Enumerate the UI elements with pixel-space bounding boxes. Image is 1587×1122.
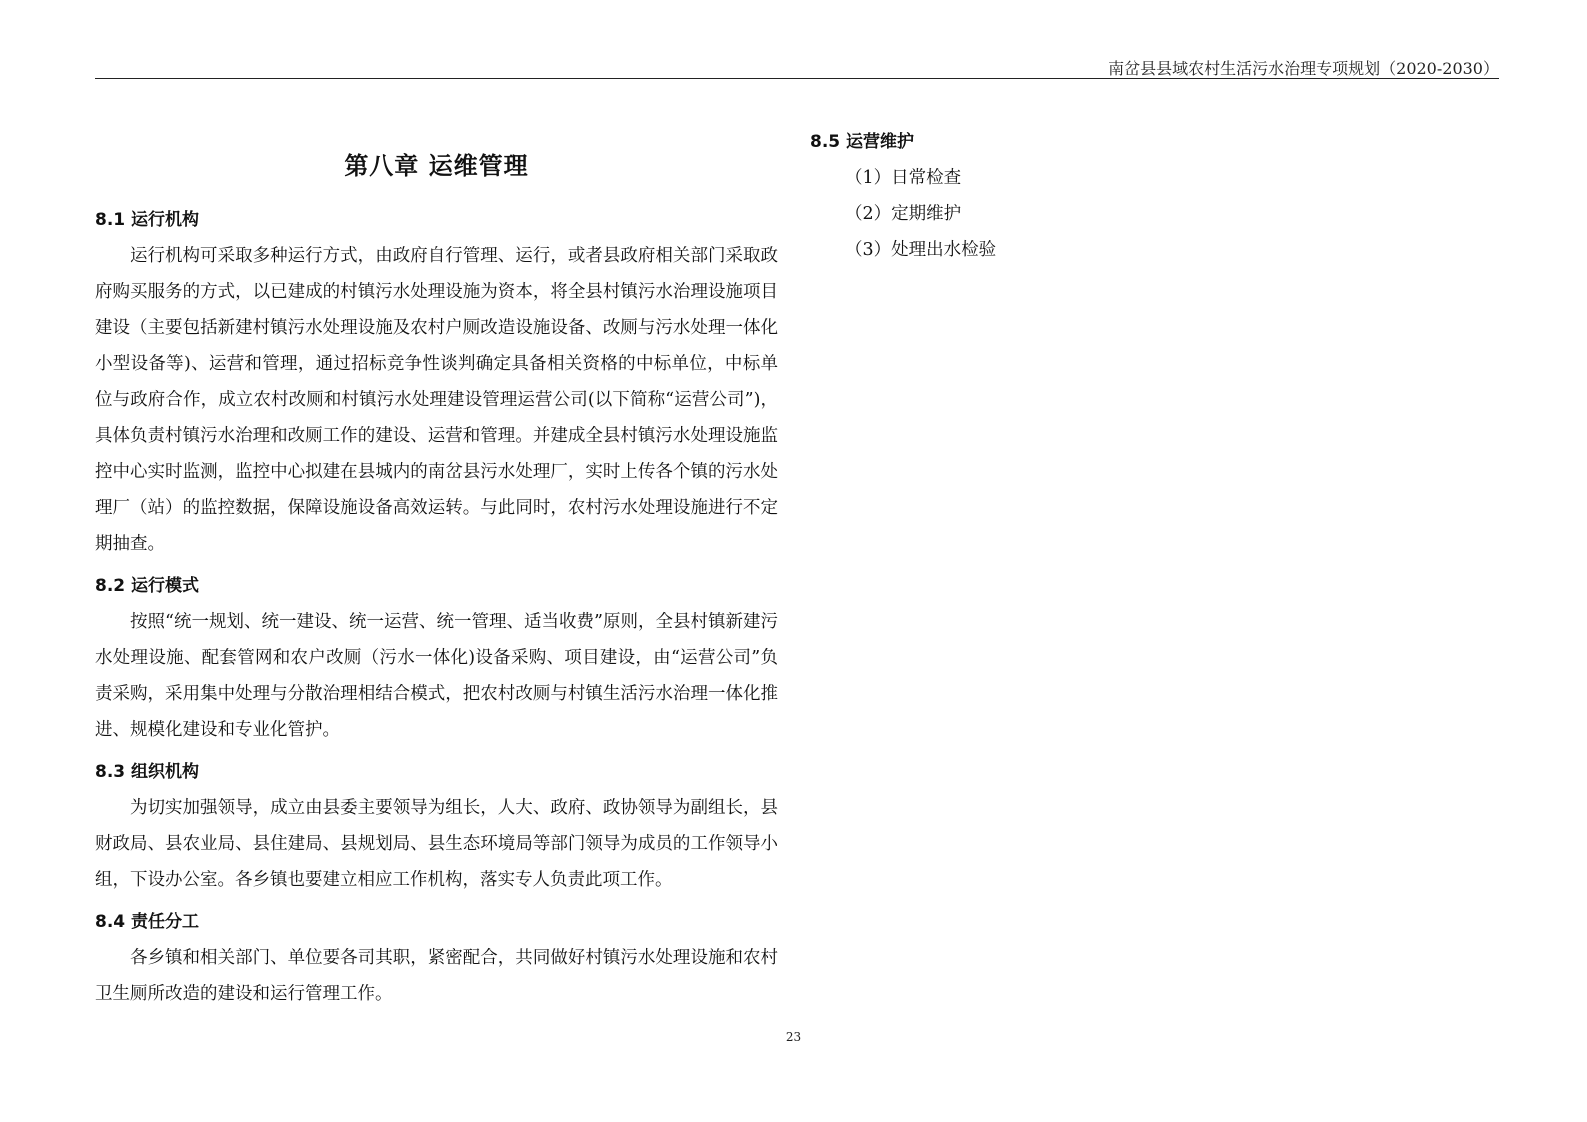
section-8-4-title: 8.4 责任分工 [95,912,200,932]
section-8-3-body: 为切实加强领导，成立由县委主要领导为组长，人大、政府、政协领导为副组长，县财政局、县农业局、县住建局、县规划局、县生态环境局等部门领导为成员的工作领导小组，下设办公室。各乡镇也要建立相应工作机构，落实专人负责此项工作。 [95,798,778,890]
section-8-4-body: 各乡镇和相关部门、单位要各司其职，紧密配合，共同做好村镇污水处理设施和农村卫生厕所改造的建设和运行管理工作。 [95,948,778,1004]
section-8-2-title: 8.2 运行模式 [95,576,200,596]
section-8-1-body: 运行机构可采取多种运行方式，由政府自行管理、运行，或者县政府相关部门采取政府购买服务的方式，以已建成的村镇污水处理设施为资本，将全县村镇污水治理设施项目建设（主要包括新建村镇污水处理设施及农村户厕改造设施设备、改厕与污水处理一体化小型设备等)、运营和管理，通过招标竞争性谈判确定具备相关资格的中标单位，中标单位与政府合作，成立农村改厕和村镇污水处理建设管理运营公司(以下简称“运营公司”)，具体负责村镇污水治理和改厕工作的建设、运营和管理。并建成全县村镇污水处理设施监控中心实时监测，监控中心拟建在县城内的南岔县污水处理厂，实时上传各个镇的污水处理厂（站）的监控数据，保障设施设备高效运转。与此同时，农村污水处理设施进行不定期抽查。 [95,246,778,554]
left-column [95,140,778,1012]
document-header-title: 南岔县县域农村生活污水治理专项规划（2020-2030） [1108,59,1499,78]
list-item-daily-inspection: （1）日常检查 [845,168,962,188]
list-item-periodic-maintenance: （2）定期维护 [845,204,962,224]
right-column [810,124,1470,268]
list-item-effluent-testing: （3）处理出水检验 [845,240,997,260]
section-8-5-title: 8.5 运营维护 [810,132,915,152]
chapter-title: 第八章 运维管理 [344,151,529,180]
header-divider [95,78,1499,79]
page-number: 23 [785,1030,802,1044]
section-8-3-title: 8.3 组织机构 [95,762,200,782]
section-8-1-title: 8.1 运行机构 [95,210,200,230]
section-8-2-body: 按照“统一规划、统一建设、统一运营、统一管理、适当收费”原则，全县村镇新建污水处理设施、配套管网和农户改厕（污水一体化)设备采购、项目建设，由“运营公司”负责采购，采用集中处理与分散治理相结合模式，把农村改厕与村镇生活污水治理一体化推进、规模化建设和专业化管护。 [95,612,778,740]
